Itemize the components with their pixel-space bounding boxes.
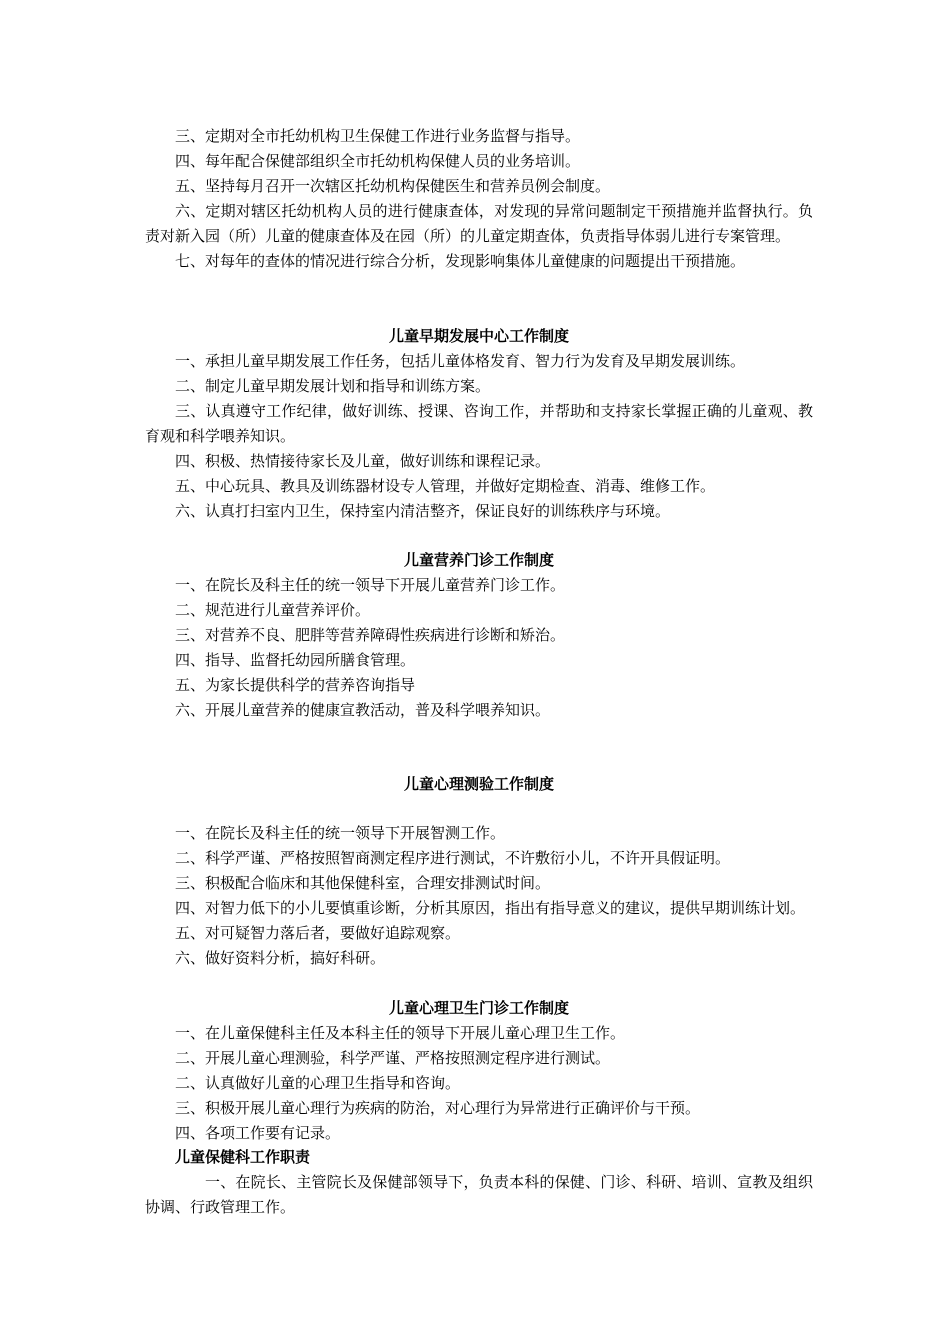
paragraph: 二、开展儿童心理测验，科学严谨、严格按照测定程序进行测试。: [175, 1049, 611, 1067]
paragraph: 三、认真遵守工作纪律，做好训练、授课、咨询工作，并帮助和支持家长掌握正确的儿童观、教育观和科学喂养知识。: [145, 402, 813, 445]
paragraph: 一、承担儿童早期发展工作任务，包括儿童体格发育、智力行为发育及早期发展训练。: [175, 352, 746, 370]
paragraph: 二、科学严谨、严格按照智商测定程序进行测试，不许敷衍小儿，不许开具假证明。: [175, 849, 731, 867]
paragraph: 四、指导、监督托幼园所膳食管理。: [175, 651, 416, 669]
paragraph: 三、积极配合临床和其他保健科室，合理安排测试时间。: [175, 874, 551, 892]
paragraph: 四、积极、热情接待家长及儿童，做好训练和课程记录。: [175, 452, 551, 470]
early-development-section: [145, 324, 813, 524]
psych-test-section: [145, 821, 813, 971]
intro-section: [145, 124, 813, 274]
section-title: 儿童保健科工作职责: [175, 1148, 311, 1166]
paragraph: 三、对营养不良、肥胖等营养障碍性疾病进行诊断和矫治。: [175, 626, 566, 644]
paragraph: 一、在儿童保健科主任及本科主任的领导下开展儿童心理卫生工作。: [175, 1024, 626, 1042]
paragraph: 三、定期对全市托幼机构卫生保健工作进行业务监督与指导。: [175, 127, 581, 145]
paragraph: 六、做好资料分析，搞好科研。: [175, 949, 386, 967]
paragraph: 二、规范进行儿童营养评价。: [175, 601, 371, 619]
paragraph: 四、对智力低下的小儿要慎重诊断，分析其原因，指出有指导意义的建议，提供早期训练计划。: [175, 899, 806, 917]
duties-section: [145, 1145, 813, 1220]
paragraph: 一、在院长、主管院长及保健部领导下，负责本科的保健、门诊、科研、培训、宣教及组织协调、行政管理工作。: [145, 1173, 813, 1216]
section-title: 儿童心理测验工作制度: [403, 775, 554, 793]
paragraph: 一、在院长及科主任的统一领导下开展儿童营养门诊工作。: [175, 576, 566, 594]
paragraph: 三、积极开展儿童心理行为疾病的防治，对心理行为异常进行正确评价与干预。: [175, 1099, 701, 1117]
section-title: 儿童营养门诊工作制度: [403, 551, 554, 569]
section-title: 儿童心理卫生门诊工作制度: [388, 999, 569, 1017]
psych-test-title-block: [145, 772, 813, 797]
paragraph: 六、定期对辖区托幼机构人员的进行健康查体，对发现的异常问题制定干预措施并监督执行。负责对新入园（所）儿童的健康查体及在园（所）的儿童定期查体，负责指导体弱儿进行专案管理。: [145, 202, 813, 245]
paragraph: 二、制定儿童早期发展计划和指导和训练方案。: [175, 377, 491, 395]
nutrition-clinic-section: [145, 548, 813, 723]
paragraph: 七、对每年的查体的情况进行综合分析，发现影响集体儿童健康的问题提出干预措施。: [175, 252, 746, 270]
paragraph: 四、每年配合保健部组织全市托幼机构保健人员的业务培训。: [175, 152, 581, 170]
paragraph: 二、认真做好儿童的心理卫生指导和咨询。: [175, 1074, 461, 1092]
paragraph: 六、认真打扫室内卫生，保持室内清洁整齐，保证良好的训练秩序与环境。: [175, 502, 671, 520]
section-title: 儿童早期发展中心工作制度: [388, 327, 569, 345]
paragraph: 六、开展儿童营养的健康宣教活动，普及科学喂养知识。: [175, 701, 551, 719]
paragraph: 一、在院长及科主任的统一领导下开展智测工作。: [175, 824, 506, 842]
paragraph: 五、中心玩具、教具及训练器材设专人管理，并做好定期检查、消毒、维修工作。: [175, 477, 716, 495]
paragraph: 五、为家长提供科学的营养咨询指导: [175, 676, 416, 694]
paragraph: 五、坚持每月召开一次辖区托幼机构保健医生和营养员例会制度。: [175, 177, 611, 195]
psych-clinic-section: [145, 996, 813, 1146]
paragraph: 五、对可疑智力落后者，要做好追踪观察。: [175, 924, 461, 942]
paragraph: 四、各项工作要有记录。: [175, 1124, 341, 1142]
